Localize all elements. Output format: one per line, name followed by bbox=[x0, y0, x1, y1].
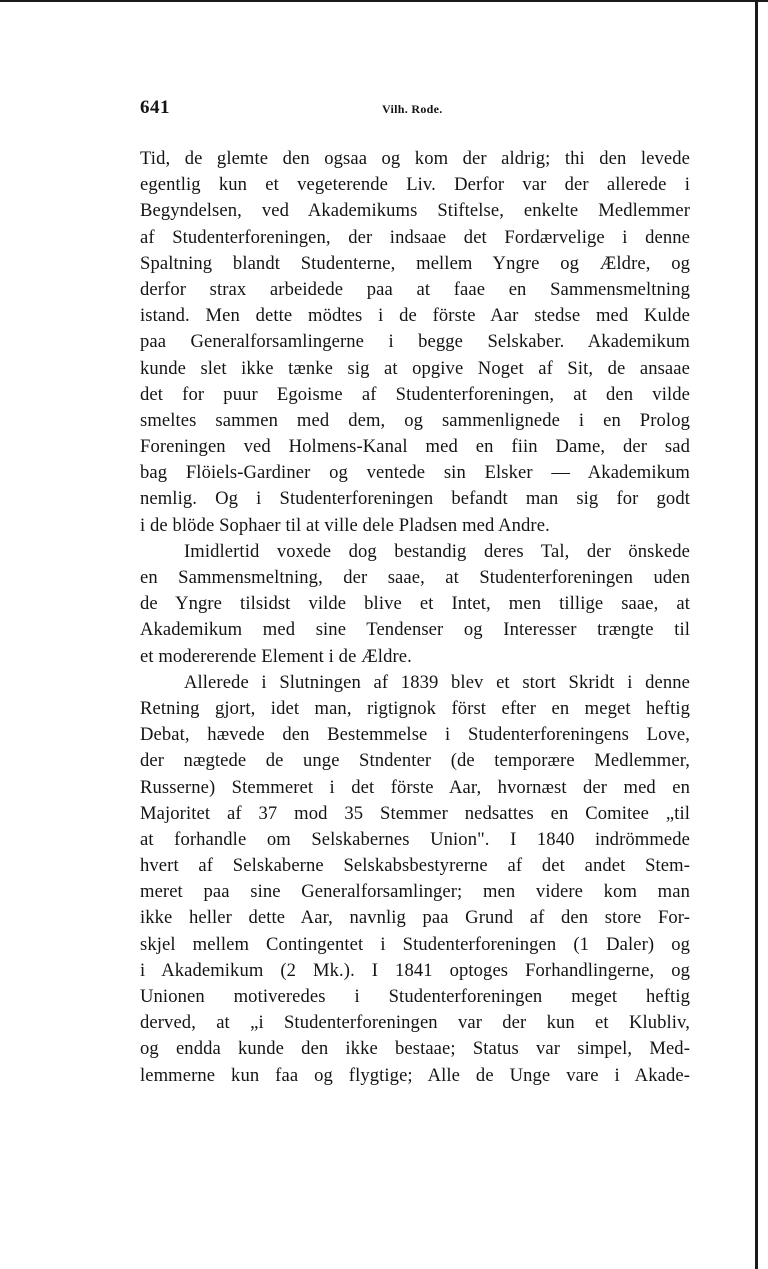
text-line: der nægtede de unge Stndenter (de temporære Medlemmer, bbox=[140, 750, 690, 772]
text-line: paa Generalforsamlingerne i begge Selskaber. Akademikum bbox=[140, 331, 690, 353]
paragraph-start-line: Allerede i Slutningen af 1839 blev et stort Skridt i denne bbox=[184, 671, 690, 693]
text-line: at forhandle om Selskabernes Union". I 1840 indrömmede bbox=[140, 828, 690, 850]
text-line: lemmerne kun faa og flygtige; Alle de Unge vare i Akade- bbox=[140, 1064, 690, 1086]
text-line: Unionen motiveredes i Studenterforeningen meget heftig bbox=[140, 986, 690, 1007]
running-head: Vilh. Rode. bbox=[382, 102, 443, 116]
text-line: meret paa sine Generalforsamlinger; men videre kom man bbox=[140, 881, 690, 903]
paragraph-end-line: i de blöde Sophaer til at ville dele Pladsen med Andre. bbox=[140, 514, 550, 536]
text-line: nemlig. Og i Studenterforeningen befandt man sig for godt bbox=[140, 488, 690, 510]
text-line: ikke heller dette Aar, navnlig paa Grund af den store For- bbox=[140, 907, 690, 929]
text-line: de Yngre tilsidst vilde blive et Intet, men tillige saae, at bbox=[140, 593, 690, 615]
text-line: skjel mellem Contingentet i Studenterforeningen (1 Daler) og bbox=[140, 933, 690, 955]
text-line: kunde slet ikke tænke sig at opgive Noget af Sit, de ansaae bbox=[140, 357, 690, 379]
text-line: af Studenterforeningen, der indsaae det Fordærvelige i denne bbox=[140, 226, 690, 248]
text-line: i Akademikum (2 Mk.). I 1841 optoges Forhandlingerne, og bbox=[140, 959, 690, 981]
text-line: en Sammensmeltning, der saae, at Studenterforeningen uden bbox=[140, 567, 690, 588]
text-line: Spaltning blandt Studenterne, mellem Yngre og Ældre, og bbox=[140, 252, 690, 274]
text-line: Majoritet af 37 mod 35 Stemmer nedsattes en Comitee „til bbox=[140, 802, 690, 824]
text-line: Foreningen ved Holmens-Kanal med en fiin Dame, der sad bbox=[140, 436, 690, 458]
text-line: istand. Men dette mödtes i de förste Aar stedse med Kulde bbox=[140, 305, 690, 327]
page-right-edge bbox=[755, 0, 758, 1269]
body-text bbox=[140, 146, 690, 1089]
text-line: Akademikum med sine Tendenser og Interesser trængte til bbox=[140, 619, 690, 641]
text-line: hvert af Selskaberne Selskabsbestyrerne af det andet Stem- bbox=[140, 855, 690, 877]
text-line: egentlig kun et vegeterende Liv. Derfor var der allerede i bbox=[140, 174, 690, 196]
paragraph-start-line: Imidlertid voxede dog bestandig deres Tal, der önskede bbox=[184, 540, 690, 562]
text-line: smeltes sammen med dem, og sammenlignede i en Prolog bbox=[140, 409, 690, 431]
text-line: Begyndelsen, ved Akademikums Stiftelse, enkelte Medlemmer bbox=[140, 200, 690, 222]
text-line: derfor strax arbeidede paa at faae en Sammensmeltning bbox=[140, 278, 690, 300]
text-line: derved, at „i Studenterforeningen var der kun et Klubliv, bbox=[140, 1012, 690, 1034]
page-top-edge bbox=[0, 0, 768, 2]
text-line: Debat, hævede den Bestemmelse i Studenterforeningens Love, bbox=[140, 724, 690, 746]
text-line: det for puur Egoisme af Studenterforeningen, at den vilde bbox=[140, 383, 690, 405]
text-line: og endda kunde den ikke bestaae; Status var simpel, Med- bbox=[140, 1038, 690, 1060]
page-number: 641 bbox=[140, 97, 170, 118]
text-line: bag Flöiels-Gardiner og ventede sin Elsker — Akademikum bbox=[140, 462, 690, 484]
paragraph-end-line: et modererende Element i de Ældre. bbox=[140, 645, 412, 667]
text-line: Retning gjort, idet man, rigtignok först efter en meget heftig bbox=[140, 697, 690, 719]
text-line: Russerne) Stemmeret i det förste Aar, hvornæst der med en bbox=[140, 776, 690, 798]
text-line: Tid, de glemte den ogsaa og kom der aldrig; thi den levede bbox=[140, 148, 690, 169]
